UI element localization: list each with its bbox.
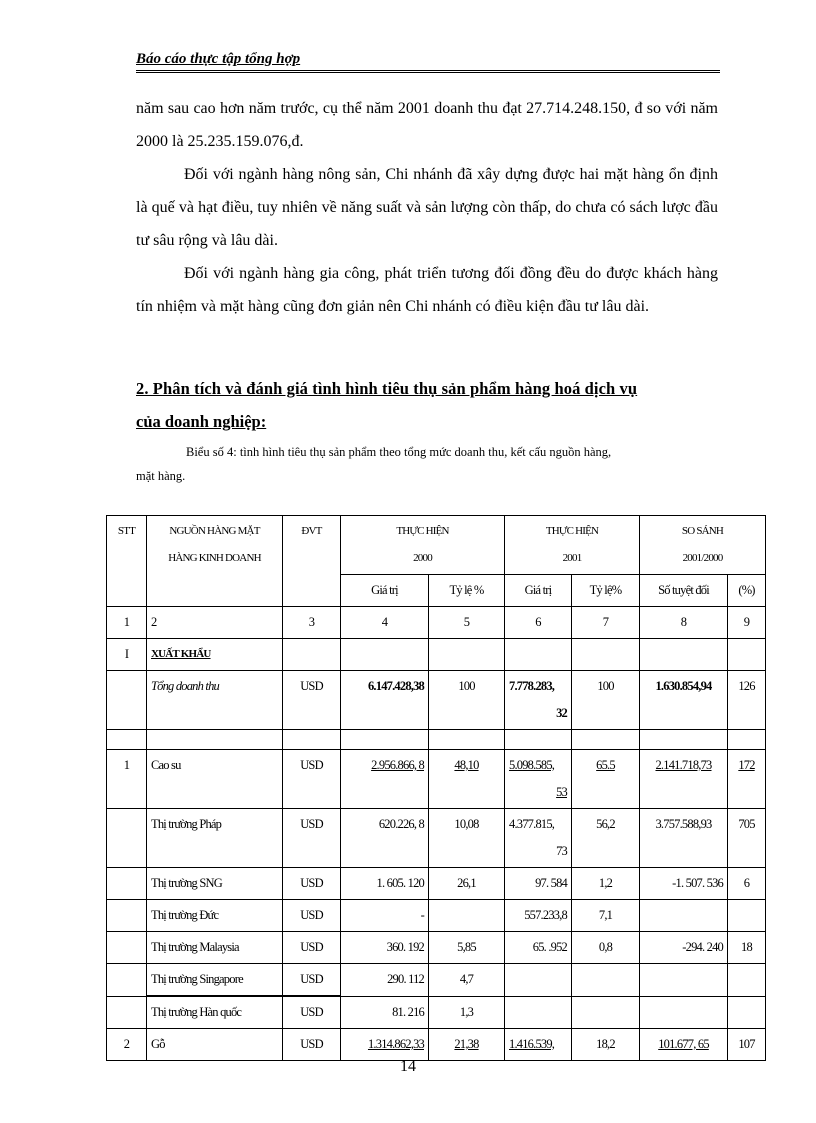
table-cell: 65. .952	[505, 932, 572, 964]
table-cell: 1,2	[572, 868, 640, 900]
table-cell	[640, 996, 728, 1029]
paragraph: năm sau cao hơn năm trước, cụ thể năm 2001 doanh thu đạt 27.714.248.150, đ so với năm 2000 là 25.235.159.076,đ.	[136, 100, 718, 150]
table-cell: 65.5	[572, 750, 640, 809]
table-cell: 4.377.815, 73	[505, 809, 572, 868]
table-cell	[728, 639, 766, 671]
table-row	[107, 900, 766, 932]
section-heading-line: của doanh nghiệp:	[136, 412, 267, 431]
header-cell: Tỷ lệ %	[429, 575, 505, 607]
table-cell: 56,2	[572, 809, 640, 868]
table-cell: Gỗ	[147, 1029, 283, 1061]
table-row	[107, 639, 766, 671]
table-cell: 557.233,8	[505, 900, 572, 932]
table-cell: 3.757.588,93	[640, 809, 728, 868]
table-cell: 2	[147, 607, 283, 639]
table-cell: 6	[728, 868, 766, 900]
table-cell: 2.956.866, 8	[341, 750, 429, 809]
table-cell	[107, 964, 147, 997]
table-cell: USD	[283, 750, 341, 809]
table-row	[107, 750, 766, 809]
table-cell: USD	[283, 671, 341, 730]
table-cell: USD	[283, 809, 341, 868]
table-cell: -294. 240	[640, 932, 728, 964]
table-cell: USD	[283, 868, 341, 900]
table-cell: 705	[728, 809, 766, 868]
table-cell: Thị trường Pháp	[147, 809, 283, 868]
table-cell	[429, 639, 505, 671]
header-cell: NGUỒN HÀNG MẶT HÀNG KINH DOANH	[147, 516, 283, 607]
table-cell: Thị trường Singapore	[147, 964, 283, 997]
table-cell	[341, 639, 429, 671]
table-cell	[640, 730, 728, 750]
table-cell: 2	[107, 1029, 147, 1061]
table-cell: Tổng doanh thu	[147, 671, 283, 730]
table-cell	[505, 730, 572, 750]
table-cell	[283, 639, 341, 671]
table-cell	[147, 730, 283, 750]
table-row	[107, 671, 766, 730]
table-cell	[728, 900, 766, 932]
table-cell: 3	[283, 607, 341, 639]
table-cell: 26,1	[429, 868, 505, 900]
table-cell: 5	[429, 607, 505, 639]
table-header-row	[107, 516, 766, 575]
table-cell: 0,8	[572, 932, 640, 964]
table-cell: 7.778.283, 32	[505, 671, 572, 730]
table-cell	[572, 964, 640, 997]
table-row	[107, 996, 766, 1029]
table-cell: 290. 112	[341, 964, 429, 997]
header-cell: Giá trị	[505, 575, 572, 607]
table-cell	[640, 900, 728, 932]
table-cell: USD	[283, 1029, 341, 1061]
caption-line: mặt hàng.	[136, 469, 186, 483]
table-cell: 126	[728, 671, 766, 730]
table-cell	[505, 964, 572, 997]
table-cell	[728, 996, 766, 1029]
table-cell: 172	[728, 750, 766, 809]
table-cell	[728, 964, 766, 997]
table-cell: 8	[640, 607, 728, 639]
table-cell: Thị trường Malaysia	[147, 932, 283, 964]
page-header	[136, 50, 720, 73]
table-cell: USD	[283, 996, 341, 1029]
table-cell: 620.226, 8	[341, 809, 429, 868]
table-cell: XUẤT KHẨU	[147, 639, 283, 671]
paragraph: Đối với ngành hàng nông sản, Chi nhánh đã xây dựng được hai mặt hàng ổn định là quế và hạt điều, tuy nhiên về năng suất và sản lượng còn thấp, do chưa có sách lược đầu tư sâu rộng và lâu dài.	[136, 166, 718, 249]
table-cell	[640, 639, 728, 671]
table-cell: Cao su	[147, 750, 283, 809]
table-cell: 107	[728, 1029, 766, 1061]
table-cell: 6	[505, 607, 572, 639]
table-cell: 18	[728, 932, 766, 964]
body-text	[136, 92, 718, 323]
table-cell: 18,2	[572, 1029, 640, 1061]
table-row	[107, 730, 766, 750]
table-cell: 1,3	[429, 996, 505, 1029]
table-cell	[107, 671, 147, 730]
header-cell: Số tuyệt đối	[640, 575, 728, 607]
header-cell: Giá trị	[341, 575, 429, 607]
header-cell: (%)	[728, 575, 766, 607]
section-heading-line: 2. Phân tích và đánh giá tình hình tiêu thụ sản phẩm hàng hoá dịch vụ	[136, 379, 638, 398]
table-cell: 1.630.854,94	[640, 671, 728, 730]
table-cell: Thị trường Đức	[147, 900, 283, 932]
table-cell: 1. 605. 120	[341, 868, 429, 900]
table-cell: 81. 216	[341, 996, 429, 1029]
section-heading	[136, 372, 726, 438]
header-cell: THỰC HIỆN 2001	[505, 516, 640, 575]
table-cell: 48,10	[429, 750, 505, 809]
table-cell: 1.314.862,33	[341, 1029, 429, 1061]
table-cell: 21,38	[429, 1029, 505, 1061]
table-cell: 360. 192	[341, 932, 429, 964]
header-cell: ĐVT	[283, 516, 341, 607]
table-cell: Thị trường Hàn quốc	[147, 996, 283, 1029]
table-cell	[107, 730, 147, 750]
header-cell: SO SÁNH 2001/2000	[640, 516, 766, 575]
table-cell	[505, 996, 572, 1029]
header-cell: THỰC HIỆN 2000	[341, 516, 505, 575]
table-cell: 7,1	[572, 900, 640, 932]
table-cell: 101.677, 65	[640, 1029, 728, 1061]
table-cell	[283, 730, 341, 750]
table-row	[107, 809, 766, 868]
table-cell: 6.147.428,38	[341, 671, 429, 730]
table-cell: -	[341, 900, 429, 932]
table-cell: 4,7	[429, 964, 505, 997]
table-cell: 2.141.718,73	[640, 750, 728, 809]
table-cell	[429, 730, 505, 750]
table-cell	[505, 639, 572, 671]
table-cell: 7	[572, 607, 640, 639]
table-cell: 100	[429, 671, 505, 730]
table-cell	[728, 730, 766, 750]
table-cell: 10,08	[429, 809, 505, 868]
table-cell: 1.416.539,	[505, 1029, 572, 1061]
table-cell	[107, 809, 147, 868]
table-row	[107, 1029, 766, 1061]
header-cell: Tỷ lệ%	[572, 575, 640, 607]
table-cell: Thị trường SNG	[147, 868, 283, 900]
table-cell: 1	[107, 607, 147, 639]
table-cell: I	[107, 639, 147, 671]
table-cell	[429, 900, 505, 932]
table-cell: 5,85	[429, 932, 505, 964]
table-cell	[107, 900, 147, 932]
table-cell	[572, 730, 640, 750]
table-cell	[640, 964, 728, 997]
paragraph: Đối với ngành hàng gia công, phát triển tương đối đồng đều do được khách hàng tín nhiệm và mặt hàng cũng đơn giản nên Chi nhánh có điều kiện đầu tư lâu dài.	[136, 265, 718, 315]
table-cell: USD	[283, 932, 341, 964]
table-cell: 4	[341, 607, 429, 639]
table-cell: 97. 584	[505, 868, 572, 900]
table-cell: -1. 507. 536	[640, 868, 728, 900]
table-cell: 100	[572, 671, 640, 730]
table-cell	[107, 996, 147, 1029]
sales-table	[106, 515, 766, 1061]
header-title: Báo cáo thực tập tổng hợp	[136, 51, 301, 67]
table-cell	[572, 996, 640, 1029]
table-cell	[341, 730, 429, 750]
table-cell	[572, 639, 640, 671]
table-row	[107, 607, 766, 639]
table-cell	[107, 932, 147, 964]
table-row	[107, 964, 766, 997]
caption-line: Biểu số 4: tình hình tiêu thụ sản phẩm theo tổng mức doanh thu, kết cấu nguồn hàng,	[186, 445, 612, 459]
table-cell: USD	[283, 964, 341, 997]
table-row	[107, 868, 766, 900]
table-cell: 5.098.585, 53	[505, 750, 572, 809]
table-cell: 1	[107, 750, 147, 809]
table-row	[107, 932, 766, 964]
table-cell: USD	[283, 900, 341, 932]
table-caption	[136, 440, 718, 488]
header-cell: STT	[107, 516, 147, 607]
table-cell	[107, 868, 147, 900]
page-number: 14	[400, 1058, 416, 1075]
table-cell: 9	[728, 607, 766, 639]
